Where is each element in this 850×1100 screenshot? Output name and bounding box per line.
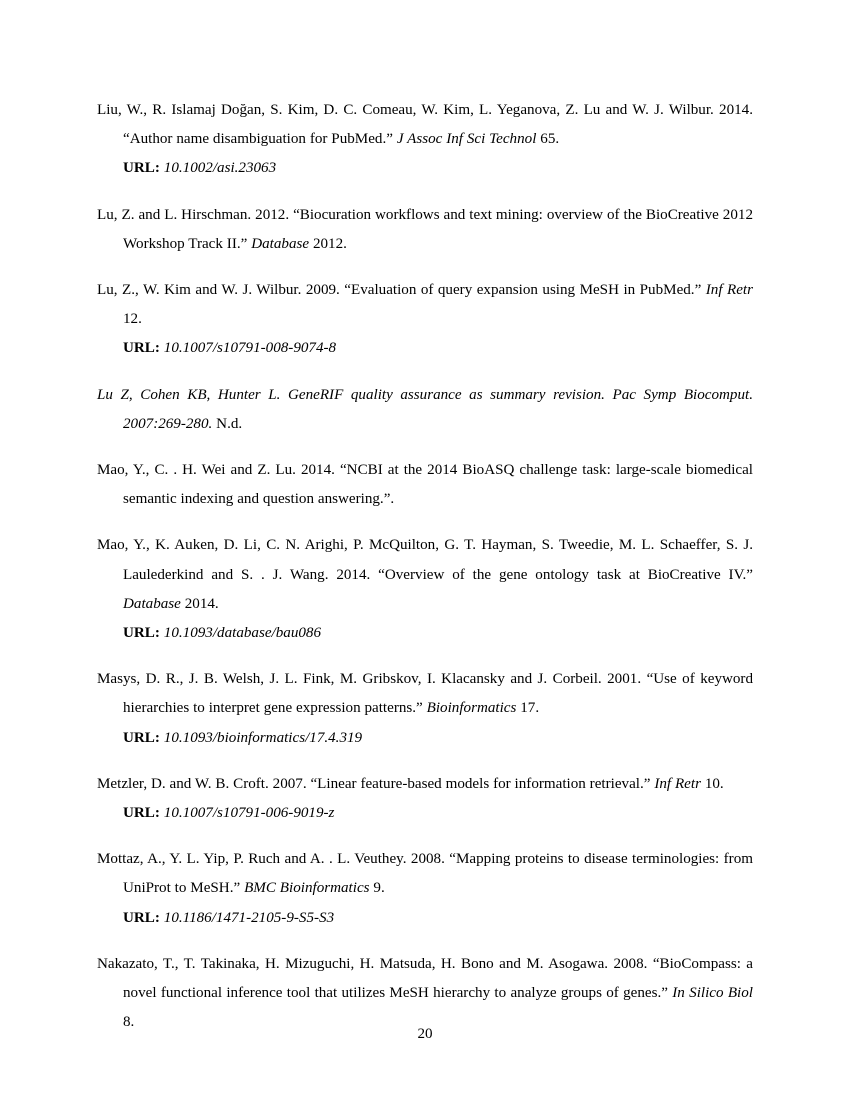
entry-doi[interactable]: 10.1186/1471-2105-9-S5-S3 [163,909,335,926]
entry-url-line [123,154,753,183]
entry-authors-year: Lu, Z., W. Kim and W. J. Wilbur. 2009. [97,282,340,299]
entry-url-line [123,799,753,828]
entry-journal: In Silico Biol [672,985,753,1002]
bibliography-entry [97,665,753,753]
entry-volume: 2014. [184,595,219,612]
entry-journal: BMC Bioinformatics [244,880,370,897]
entry-authors-year: Mao, Y., K. Auken, D. Li, C. N. Arighi, P. McQuilton, G. T. Hayman, S. Tweedie, M. L. Schaeffer, S. J. Laulederkind and S. . J. Wang. 2014. [97,537,753,583]
entry-doi[interactable]: 10.1007/s10791-006-9019-z [163,805,335,822]
entry-authors-year: Nakazato, T., T. Takinaka, H. Mizuguchi, H. Matsuda, H. Bono and M. Asogawa. 2008. [97,955,648,972]
entry-title: “Mapping proteins to disease terminologies: from UniProt to MeSH.” [123,851,753,897]
entry-journal: Inf Retr [705,282,753,299]
entry-doi[interactable]: 10.1093/database/bau086 [163,625,322,642]
bibliography-entry [97,96,753,184]
entry-volume: 17. [520,700,540,717]
entry-title: “Author name disambiguation for PubMed.” [123,131,393,148]
page-number: 20 [417,1026,433,1042]
bibliography-list [97,96,753,1037]
entry-citation-italic: Lu Z, Cohen KB, Hunter L. GeneRIF quality assurance as summary revision. Pac Symp Biocomput. 2007:269-280. [97,386,753,432]
entry-authors-year: Mottaz, A., Y. L. Yip, P. Ruch and A. . L. Veuthey. 2008. [97,851,445,868]
entry-journal: Bioinformatics [426,700,517,717]
bibliography-entry [97,201,753,259]
entry-url-line [123,724,753,753]
entry-volume: 2012. [312,235,347,252]
entry-title: “Biocuration workflows and text mining: overview of the BioCreative 2012 Workshop Track II.” [123,206,753,252]
entry-url-line [123,334,753,363]
entry-authors-year: Lu, Z. and L. Hirschman. 2012. [97,206,290,223]
entry-title: “NCBI at the 2014 BioASQ challenge task: large-scale biomedical semantic indexing and question answering.”. [123,462,754,508]
bibliography-entry [97,456,753,514]
entry-title: “Linear feature-based models for information retrieval.” [310,775,651,792]
entry-volume: 65. [540,131,560,148]
url-label: URL: [123,805,160,822]
entry-doi[interactable]: 10.1002/asi.23063 [163,160,277,177]
entry-volume: 12. [123,311,142,328]
url-label: URL: [123,160,160,177]
entry-url-line [123,619,753,648]
entry-title: “Evaluation of query expansion using MeSH in PubMed.” [344,282,702,299]
url-label: URL: [123,340,160,357]
entry-doi[interactable]: 10.1093/bioinformatics/17.4.319 [163,729,363,746]
entry-volume: 10. [704,775,724,792]
entry-journal: Inf Retr [654,775,701,792]
url-label: URL: [123,625,160,642]
entry-journal: Database [123,595,181,612]
bibliography-entry [97,845,753,933]
entry-authors-year: Liu, W., R. Islamaj Doğan, S. Kim, D. C. Comeau, W. Kim, L. Yeganova, Z. Lu and W. J. Wilbur. 2014. [97,102,753,118]
entry-url-line [123,904,753,933]
entry-note: N.d. [216,415,243,432]
entry-title: “BioCompass: a novel functional inference tool that utilizes MeSH hierarchy to analyze groups of genes.” [123,955,754,1002]
bibliography-entry [97,276,753,364]
entry-doi[interactable]: 10.1007/s10791-008-9074-8 [163,340,337,357]
entry-authors-year: Metzler, D. and W. B. Croft. 2007. [97,775,307,792]
url-label: URL: [123,729,160,746]
entry-volume: 9. [373,880,385,897]
bibliography-entry [97,531,753,648]
url-label: URL: [123,909,160,926]
bibliography-entry [97,381,753,439]
entry-authors-year: Masys, D. R., J. B. Welsh, J. L. Fink, M. Gribskov, I. Klacansky and J. Corbeil. 2001. [97,671,642,688]
entry-title: “Use of keyword hierarchies to interpret gene expression patterns.” [123,671,754,717]
bibliography-entry [97,770,753,828]
entry-volume: 8. [123,1014,135,1031]
entry-journal: J Assoc Inf Sci Technol [396,131,537,148]
entry-journal: Database [251,235,310,252]
entry-title: “Overview of the gene ontology task at BioCreative IV.” [378,566,753,583]
entry-authors-year: Mao, Y., C. . H. Wei and Z. Lu. 2014. [97,462,335,479]
